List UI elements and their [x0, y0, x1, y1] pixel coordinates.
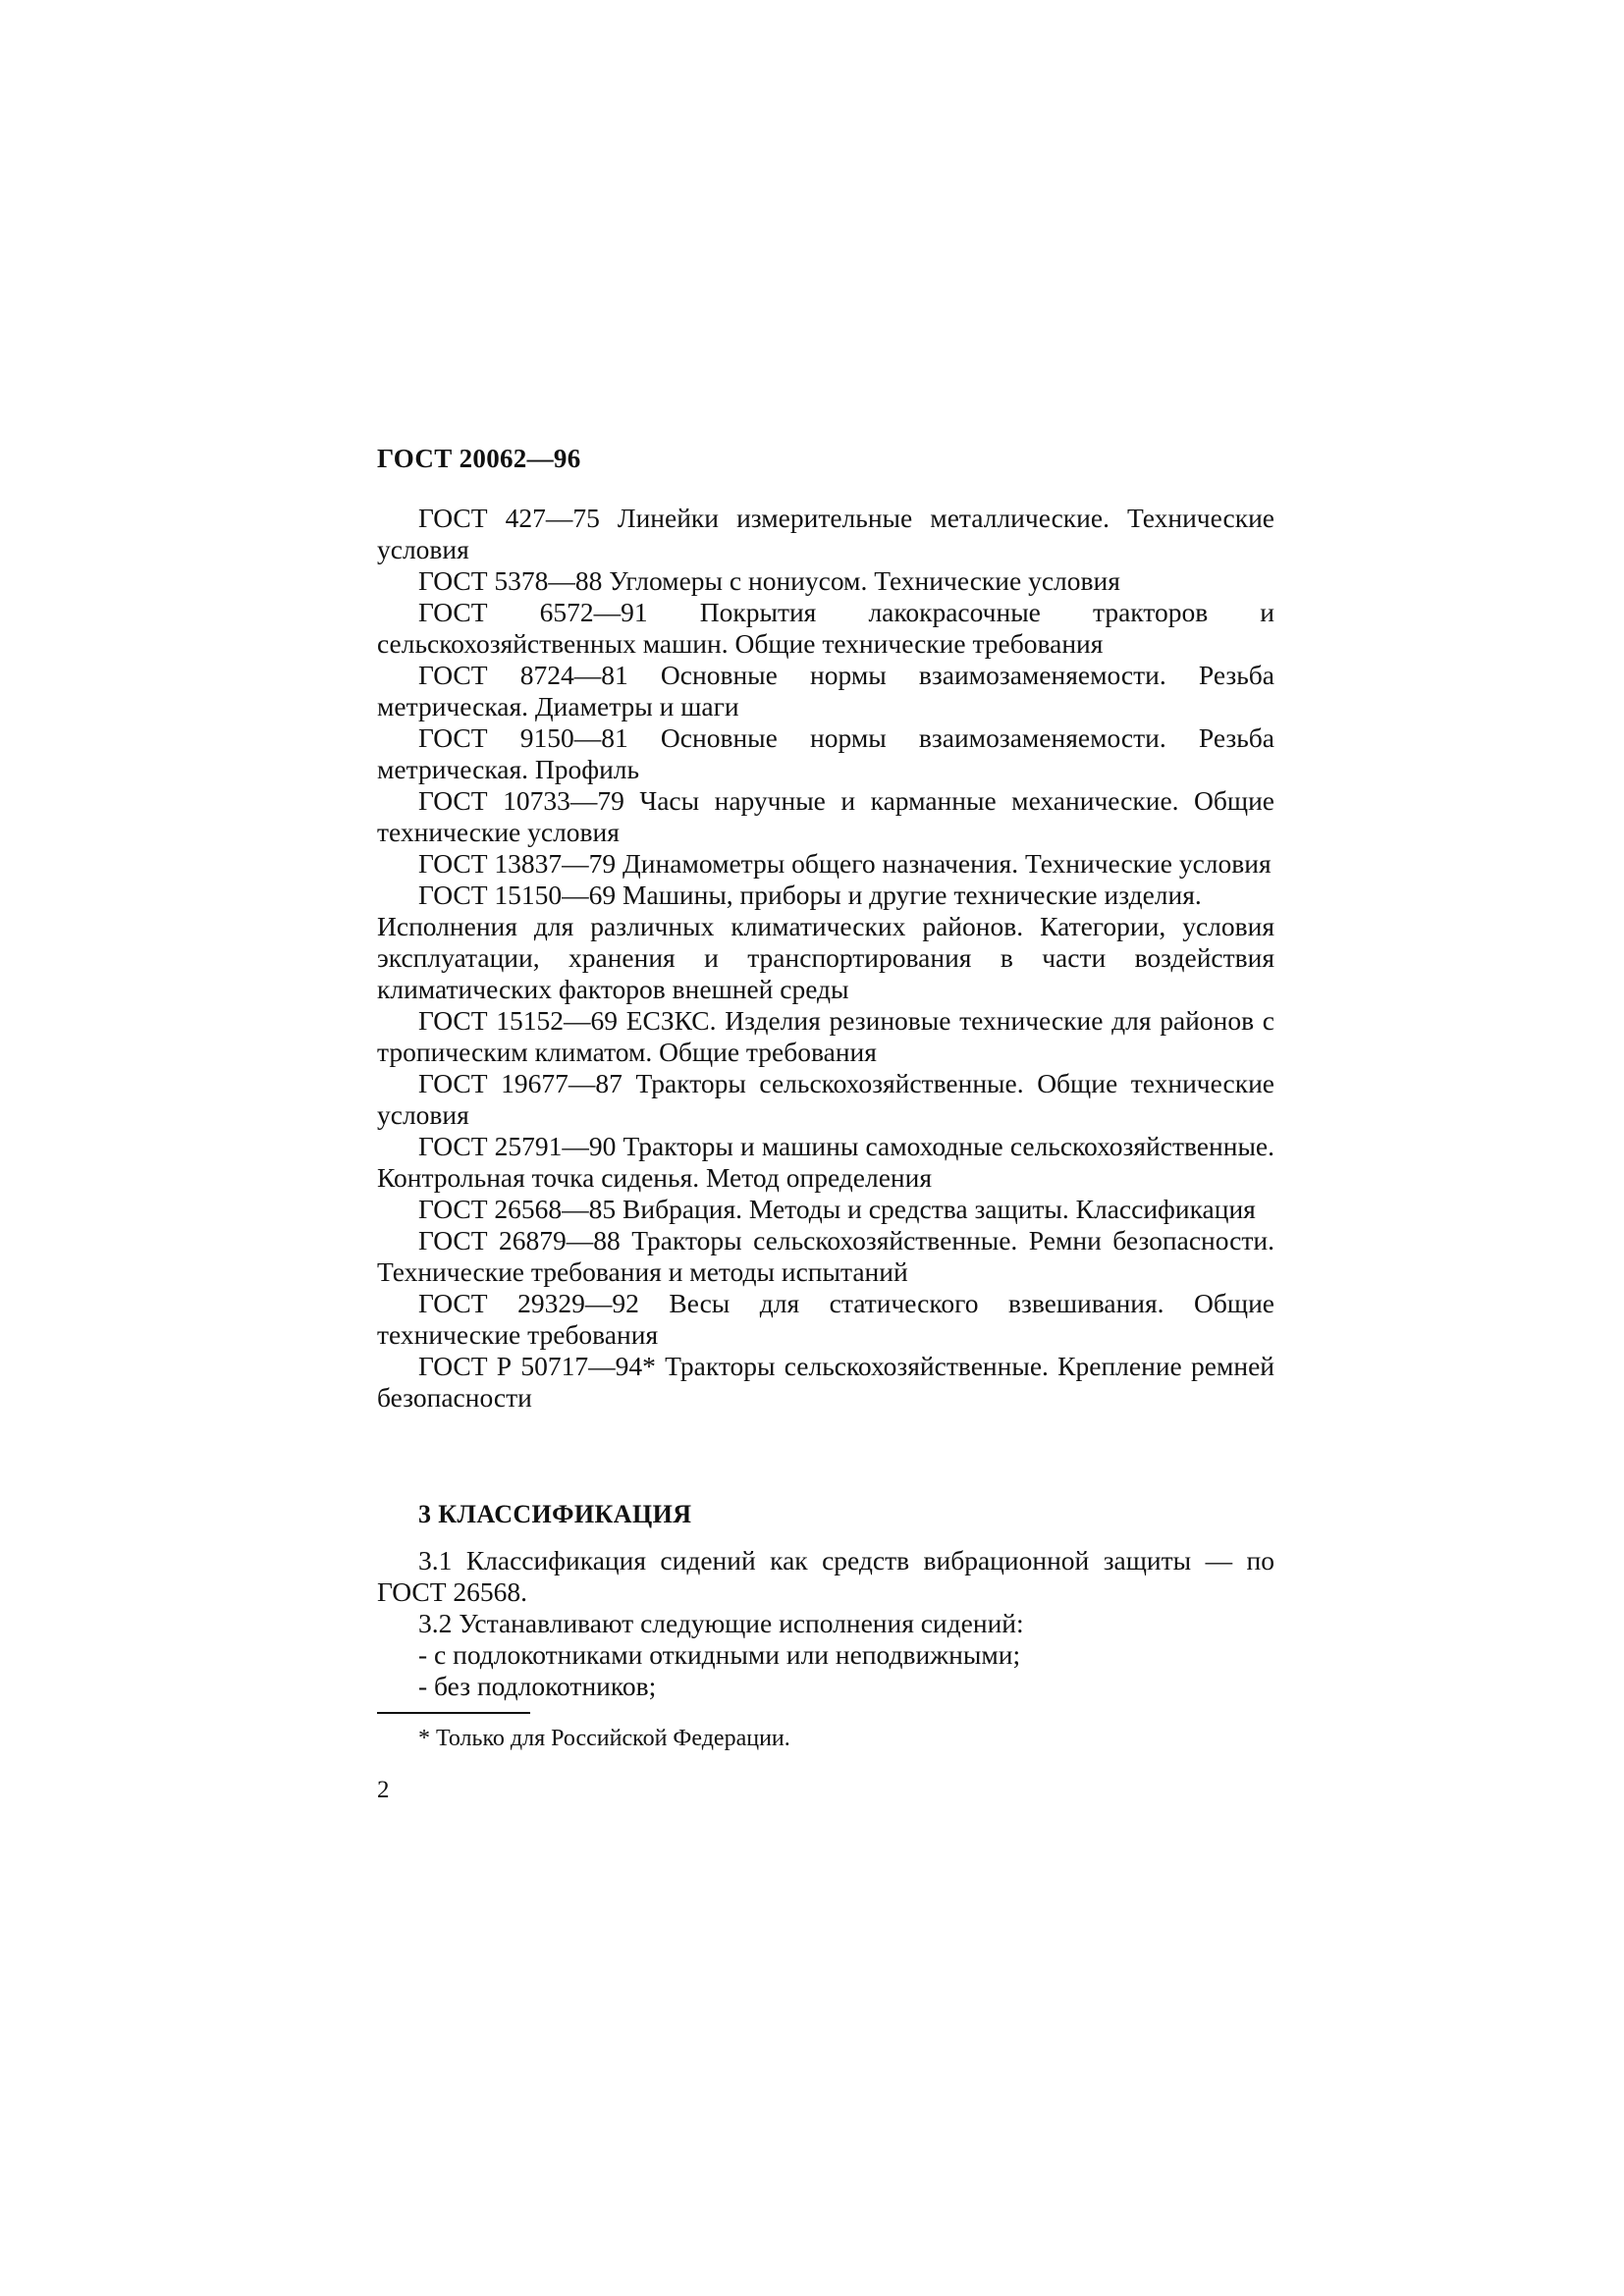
reference-item: ГОСТ 13837—79 Динамометры общего назначения. Технические условия — [418, 848, 1272, 879]
reference-item: ГОСТ 25791—90 Тракторы и машины самоходные сельскохозяйственные. Контрольная точка сиденья. Метод определения — [377, 1131, 1274, 1193]
reference-item: ГОСТ Р 50717—94* Тракторы сельскохозяйственные. Крепление ремней безопасности — [377, 1351, 1274, 1413]
reference-item: ГОСТ 9150—81 Основные нормы взаимозаменяемости. Резьба метрическая. Профиль — [377, 722, 1274, 784]
reference-item: ГОСТ 427—75 Линейки измерительные металлические. Технические условия — [377, 503, 1274, 564]
reference-item: ГОСТ 5378—88 Угломеры с нониусом. Технические условия — [418, 565, 1120, 596]
section-heading: 3 КЛАССИФИКАЦИЯ — [418, 1500, 692, 1528]
list-item: - с подлокотниками откидными или неподвижными; — [418, 1639, 1021, 1670]
reference-item: ГОСТ 6572—91 Покрытия лакокрасочные тракторов и сельскохозяйственных машин. Общие технические требования — [377, 597, 1274, 659]
reference-item: ГОСТ 15150—69 Машины, приборы и другие технические изделия. — [418, 880, 1202, 910]
reference-item: ГОСТ 10733—79 Часы наручные и карманные механические. Общие технические условия — [377, 785, 1274, 847]
reference-item: ГОСТ 19677—87 Тракторы сельскохозяйственные. Общие технические условия — [377, 1068, 1274, 1130]
normative-references-list — [377, 503, 1274, 1414]
footnote-divider — [377, 1712, 530, 1714]
section-body — [377, 1545, 1274, 1702]
list-item: - без подлокотников; — [418, 1671, 657, 1701]
clause-paragraph: 3.1 Классификация сидений как средств вибрационной защиты — по ГОСТ 26568. — [377, 1545, 1274, 1607]
reference-item: ГОСТ 15152—69 ЕСЗКС. Изделия резиновые технические для районов с тропическим климатом. Общие требования — [377, 1005, 1274, 1067]
document-header: ГОСТ 20062—96 — [377, 444, 581, 473]
footnote: * Только для Российской Федерации. — [418, 1726, 790, 1751]
reference-item: ГОСТ 26879—88 Тракторы сельскохозяйственные. Ремни безопасности. Технические требования и методы испытаний — [377, 1225, 1274, 1287]
page-number: 2 — [377, 1777, 390, 1803]
reference-item: ГОСТ 29329—92 Весы для статического взвешивания. Общие технические требования — [377, 1288, 1274, 1350]
reference-item-continuation: Исполнения для различных климатических районов. Категории, условия эксплуатации, хранения и транспортирования в части воздействия климатических факторов внешней среды — [377, 911, 1274, 1004]
reference-item: ГОСТ 26568—85 Вибрация. Методы и средства защиты. Классификация — [418, 1194, 1256, 1224]
clause-paragraph: 3.2 Устанавливают следующие исполнения сидений: — [418, 1608, 1024, 1638]
reference-item: ГОСТ 8724—81 Основные нормы взаимозаменяемости. Резьба метрическая. Диаметры и шаги — [377, 660, 1274, 721]
